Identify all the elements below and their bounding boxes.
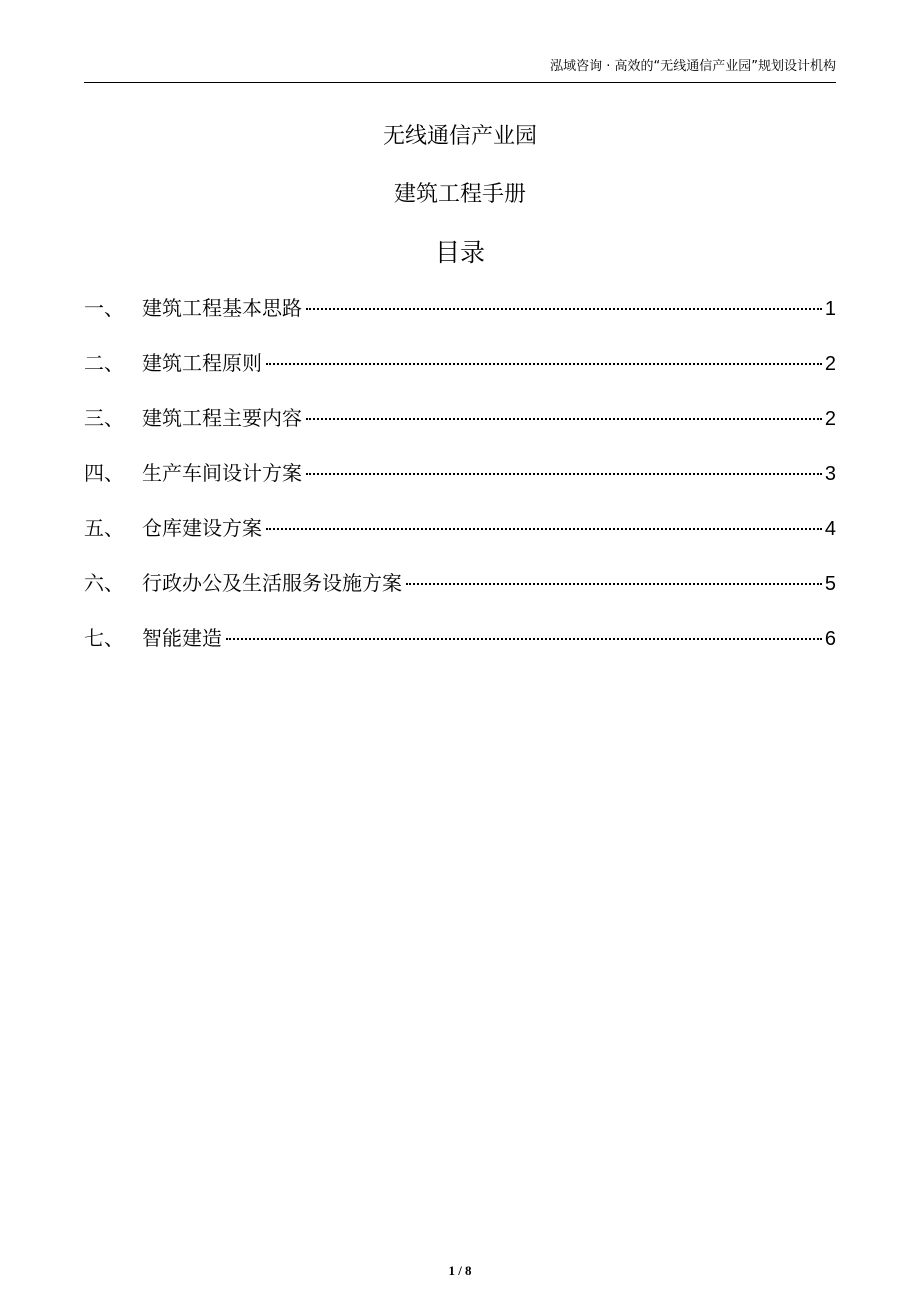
toc-entry[interactable] <box>84 620 836 675</box>
toc-entry-number: 三、 <box>84 406 124 430</box>
page-number: 1 / 8 <box>448 1263 472 1278</box>
toc-dot-leader <box>406 583 822 585</box>
toc-entry-number: 六、 <box>84 571 124 595</box>
toc-entry-title: 生产车间设计方案 <box>142 461 302 485</box>
toc-entry-number: 二、 <box>84 351 124 375</box>
toc-entry-page: 2 <box>824 353 836 375</box>
toc-entry-title: 建筑工程基本思路 <box>142 296 302 320</box>
toc-entry-page: 6 <box>824 628 836 650</box>
toc-dot-leader <box>306 473 822 475</box>
table-of-contents <box>84 290 836 675</box>
running-header: 泓域咨询 · 高效的“无线通信产业园”规划设计机构 <box>550 59 836 74</box>
toc-entry-number: 四、 <box>84 461 124 485</box>
toc-entry-page: 3 <box>824 463 836 485</box>
toc-entry[interactable] <box>84 565 836 620</box>
toc-entry-title: 行政办公及生活服务设施方案 <box>142 571 402 595</box>
toc-dot-leader <box>226 638 822 640</box>
toc-dot-leader <box>266 363 822 365</box>
toc-entry-number: 一、 <box>84 296 124 320</box>
toc-entry-title: 智能建造 <box>142 626 222 650</box>
toc-entry-page: 4 <box>824 518 836 540</box>
toc-dot-leader <box>266 528 822 530</box>
document-subtitle: 建筑工程手册 <box>393 182 526 207</box>
toc-entry[interactable] <box>84 290 836 345</box>
document-title: 无线通信产业园 <box>382 124 537 149</box>
toc-dot-leader <box>306 308 822 310</box>
toc-heading: 目录 <box>434 238 485 267</box>
toc-entry-title: 建筑工程原则 <box>142 351 262 375</box>
toc-entry[interactable] <box>84 400 836 455</box>
toc-entry-page: 5 <box>824 573 836 595</box>
toc-entry-title: 建筑工程主要内容 <box>142 406 302 430</box>
toc-entry[interactable] <box>84 455 836 510</box>
toc-entry[interactable] <box>84 345 836 400</box>
toc-dot-leader <box>306 418 822 420</box>
toc-entry-title: 仓库建设方案 <box>142 516 262 540</box>
toc-entry-number: 七、 <box>84 626 124 650</box>
toc-entry-page: 2 <box>824 408 836 430</box>
toc-entry-page: 1 <box>824 298 836 320</box>
toc-entry[interactable] <box>84 510 836 565</box>
toc-entry-number: 五、 <box>84 516 124 540</box>
header-divider <box>84 82 836 83</box>
